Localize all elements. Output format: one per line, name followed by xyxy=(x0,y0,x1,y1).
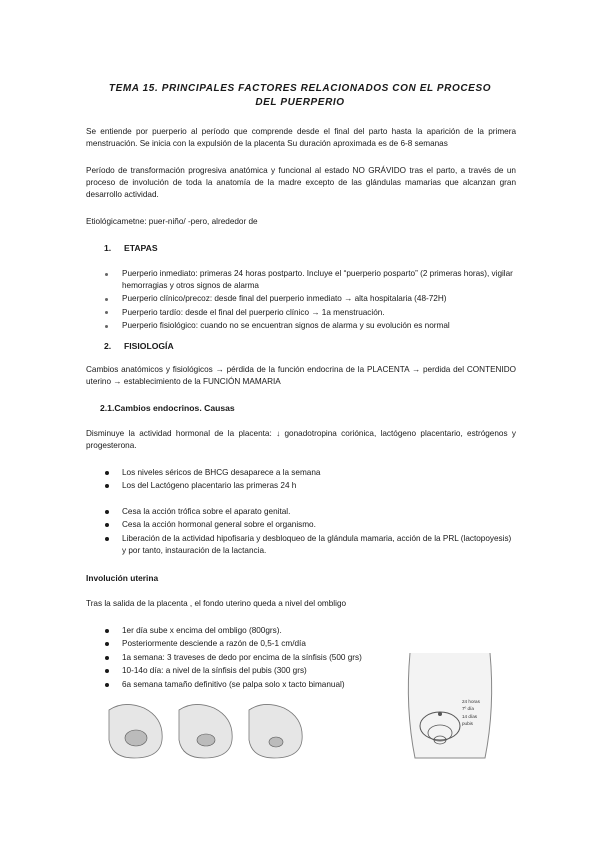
subsection-heading: 2.1.Cambios endocrinos. Causas xyxy=(100,403,235,413)
list-item: Los del Lactógeno placentario las primeras 24 h xyxy=(104,480,516,492)
list-item: Puerperio inmediato: primeras 24 horas postparto. Incluye el “puerperio posparto” (2 primeras horas), vigilar hemorragias y otros signos de alarma xyxy=(104,268,516,292)
list-item: Puerperio clínico/precoz: desde final del puerperio inmediato → alta hospitalaria (48-72H) xyxy=(104,293,516,305)
diagram-labels xyxy=(462,698,480,727)
section-heading-fisiologia xyxy=(104,340,174,352)
definition-paragraph: Período de transformación progresiva anatómica y funcional al estado NO GRÁVIDO tras el parto, a través de un proceso de involución de toda la anatomía de la madre excepto de las glándulas mamarias que alcanzan gran desarrollo actividad. xyxy=(86,166,516,199)
section-title: ETAPAS xyxy=(124,243,158,253)
uterus-section-illustrations xyxy=(104,700,314,760)
involucion-list xyxy=(104,625,404,692)
intro-paragraph: Se entiende por puerperio al período que comprende desde el final del parto hasta la aparición de la primera menstruación. Se inicia con la expulsión de la placenta Su duración aproximada es de 6-8 semanas xyxy=(86,127,516,148)
list-item: Puerperio fisiológico: cuando no se encuentran signos de alarma y su evolución es normal xyxy=(104,320,516,332)
diagram-label: 24 horas xyxy=(462,699,480,704)
diagram-label: 7º día xyxy=(462,706,474,712)
list-item: 6a semana tamaño definitivo (se palpa solo x tacto bimanual) xyxy=(104,679,404,691)
diagram-label: pubis xyxy=(462,721,473,727)
section-title: FISIOLOGÍA xyxy=(124,341,174,351)
section-number: 1. xyxy=(104,243,112,253)
etapas-list xyxy=(104,268,516,333)
hormonal-paragraph: Disminuye la actividad hormonal de la placenta: ↓ gonadotropina coriónica, lactógeno placentario, estrógenos y progesterona. xyxy=(86,429,516,450)
list-item: 10-14o día: a nivel de la sínfisis del pubis (300 grs) xyxy=(104,665,404,677)
uterus-figure-3 xyxy=(249,704,302,758)
abdomen-fundal-height-diagram xyxy=(400,648,500,768)
section-number: 2. xyxy=(104,341,112,351)
section-heading-etapas xyxy=(104,242,158,254)
abdomen-diagram xyxy=(400,648,500,768)
list-item: Posteriormente desciende a razón de 0,5-1 cm/día xyxy=(104,638,404,650)
list-item: Puerperio tardío: desde el final del puerperio clínico → 1a menstruación. xyxy=(104,307,516,319)
acciones-list xyxy=(104,506,516,558)
uterus-figure-2 xyxy=(179,704,232,758)
list-item: 1er día sube x encima del ombligo (800grs). xyxy=(104,625,404,637)
diagram-label: 14 días xyxy=(462,713,478,719)
involucion-heading: Involución uterina xyxy=(86,573,159,583)
list-item: Liberación de la actividad hipofisaria y desbloqueo de la glándula mamaria, acción de la PRL (lactopoyesis) y por tanto, instauración de la lactancia. xyxy=(104,533,516,557)
list-item: 1a semana: 3 traveses de dedo por encima de la sínfisis (500 grs) xyxy=(104,652,404,664)
niveles-list xyxy=(104,467,516,494)
involucion-intro: Tras la salida de la placenta , el fondo uterino queda a nivel del ombligo xyxy=(86,599,347,608)
list-item: Cesa la acción trófica sobre el aparato genital. xyxy=(104,506,516,518)
list-item: Los niveles séricos de BHCG desaparece a la semana xyxy=(104,467,516,479)
etymology-paragraph: Etiológicametne: puer-niño/ -pero, alrededor de xyxy=(86,217,258,226)
document-title: TEMA 15. PRINCIPALES FACTORES RELACIONADOS CON EL PROCESO DEL PUERPERIO xyxy=(108,83,492,108)
fisiologia-paragraph: Cambios anatómicos y fisiológicos → pérdida de la función endocrina de la PLACENTA → perdida del CONTENIDO uterino → establecimiento de la FUNCIÓN MAMARIA xyxy=(86,365,516,386)
list-item: Cesa la acción hormonal general sobre el organismo. xyxy=(104,519,516,531)
